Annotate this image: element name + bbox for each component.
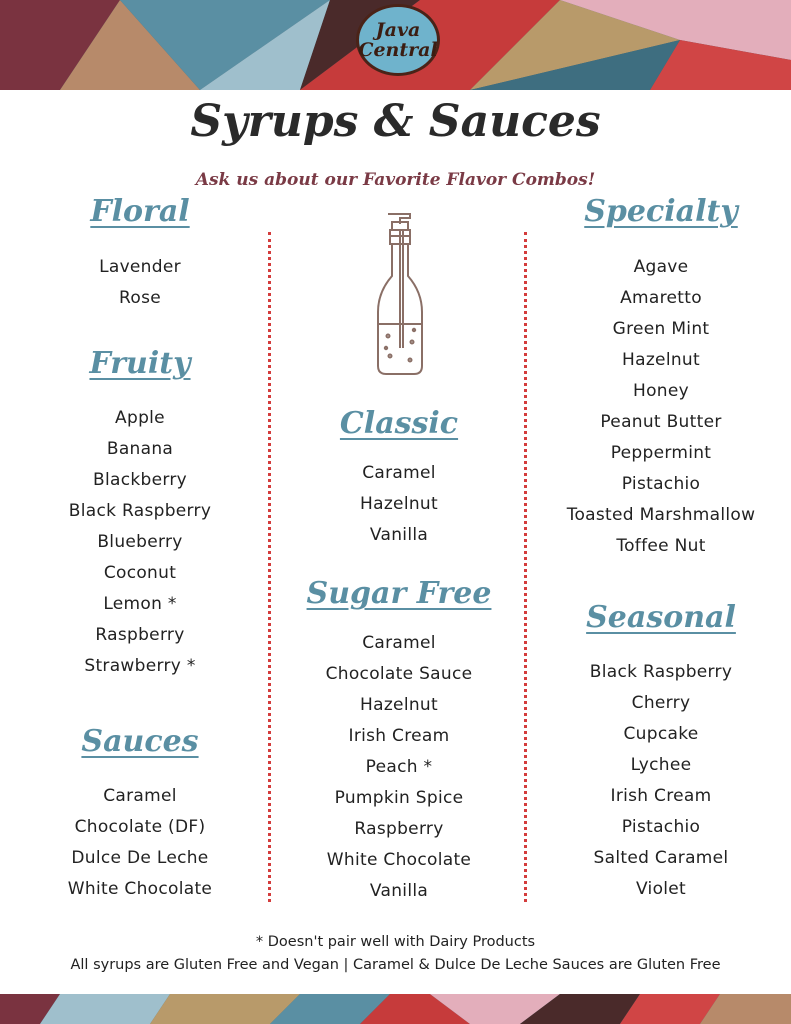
java-central-logo <box>356 4 440 76</box>
specialty-heading: Specialty <box>584 194 738 229</box>
fruity-heading: Fruity <box>89 346 191 381</box>
list-item: Agave <box>633 257 689 277</box>
list-item: Hazelnut <box>622 350 700 370</box>
tagline: Ask us about our Favorite Flavor Combos! <box>195 170 596 190</box>
column-divider-left <box>268 232 271 902</box>
list-item: Lychee <box>630 755 692 775</box>
list-item: Chocolate (DF) <box>74 817 206 837</box>
list-item: Peanut Butter <box>600 412 722 432</box>
list-item: Pumpkin Spice <box>334 788 464 808</box>
sauces-list <box>20 781 260 905</box>
list-item: Salted Caramel <box>593 848 729 868</box>
list-item: Strawberry * <box>84 656 196 676</box>
list-item: Coconut <box>103 563 177 583</box>
logo-line-2: Central <box>358 39 438 61</box>
fruity-list <box>20 403 260 682</box>
list-item: Cupcake <box>623 724 699 744</box>
classic-list <box>280 458 518 551</box>
list-item: Vanilla <box>369 881 429 901</box>
list-item: Apple <box>115 408 165 428</box>
list-item: Black Raspberry <box>68 501 212 521</box>
list-item: Caramel <box>103 786 177 806</box>
dairy-footnote: * Doesn't pair well with Dairy Products <box>255 934 536 950</box>
list-item: Chocolate Sauce <box>325 664 473 684</box>
sauces-heading: Sauces <box>81 724 199 759</box>
list-item: Raspberry <box>354 819 444 839</box>
list-item: Toasted Marshmallow <box>566 505 756 525</box>
list-item: Peppermint <box>610 443 712 463</box>
list-item: Blackberry <box>93 470 187 490</box>
classic-heading: Classic <box>339 406 459 441</box>
list-item: Blueberry <box>97 532 183 552</box>
page-title: Syrups & Sauces <box>190 96 601 147</box>
list-item: Peach * <box>365 757 433 777</box>
gluten-footnote: All syrups are Gluten Free and Vegan | Caramel & Dulce De Leche Sauces are Gluten Free <box>70 957 721 973</box>
logo-line-1: Java <box>375 19 421 41</box>
list-item: Rose <box>119 288 161 308</box>
list-item: Irish Cream <box>348 726 450 746</box>
list-item: White Chocolate <box>326 850 472 870</box>
list-item: Honey <box>633 381 689 401</box>
sugar-free-list <box>280 628 518 907</box>
list-item: Banana <box>106 439 174 459</box>
list-item: White Chocolate <box>67 879 213 899</box>
list-item: Hazelnut <box>360 494 438 514</box>
floral-list <box>20 252 260 314</box>
seasonal-heading: Seasonal <box>586 600 736 635</box>
list-item: Irish Cream <box>610 786 712 806</box>
specialty-list <box>538 252 784 562</box>
list-item: Lemon * <box>103 594 177 614</box>
list-item: Raspberry <box>95 625 185 645</box>
list-item: Pistachio <box>621 474 701 494</box>
list-item: Cherry <box>631 693 691 713</box>
list-item: Vanilla <box>369 525 429 545</box>
list-item: Caramel <box>362 633 436 653</box>
list-item: Lavender <box>99 257 181 277</box>
list-item: Amaretto <box>620 288 702 308</box>
list-item: Caramel <box>362 463 436 483</box>
sugar-free-heading: Sugar Free <box>306 576 492 611</box>
list-item: Dulce De Leche <box>71 848 209 868</box>
list-item: Toffee Nut <box>616 536 706 556</box>
syrup-bottle-icon <box>360 208 440 378</box>
list-item: Black Raspberry <box>589 662 733 682</box>
floral-heading: Floral <box>90 194 190 229</box>
list-item: Green Mint <box>612 319 710 339</box>
list-item: Pistachio <box>621 817 701 837</box>
bottom-decorative-band <box>0 994 791 1024</box>
list-item: Hazelnut <box>360 695 438 715</box>
column-divider-right <box>524 232 527 902</box>
list-item: Violet <box>635 879 687 899</box>
seasonal-list <box>538 657 784 905</box>
